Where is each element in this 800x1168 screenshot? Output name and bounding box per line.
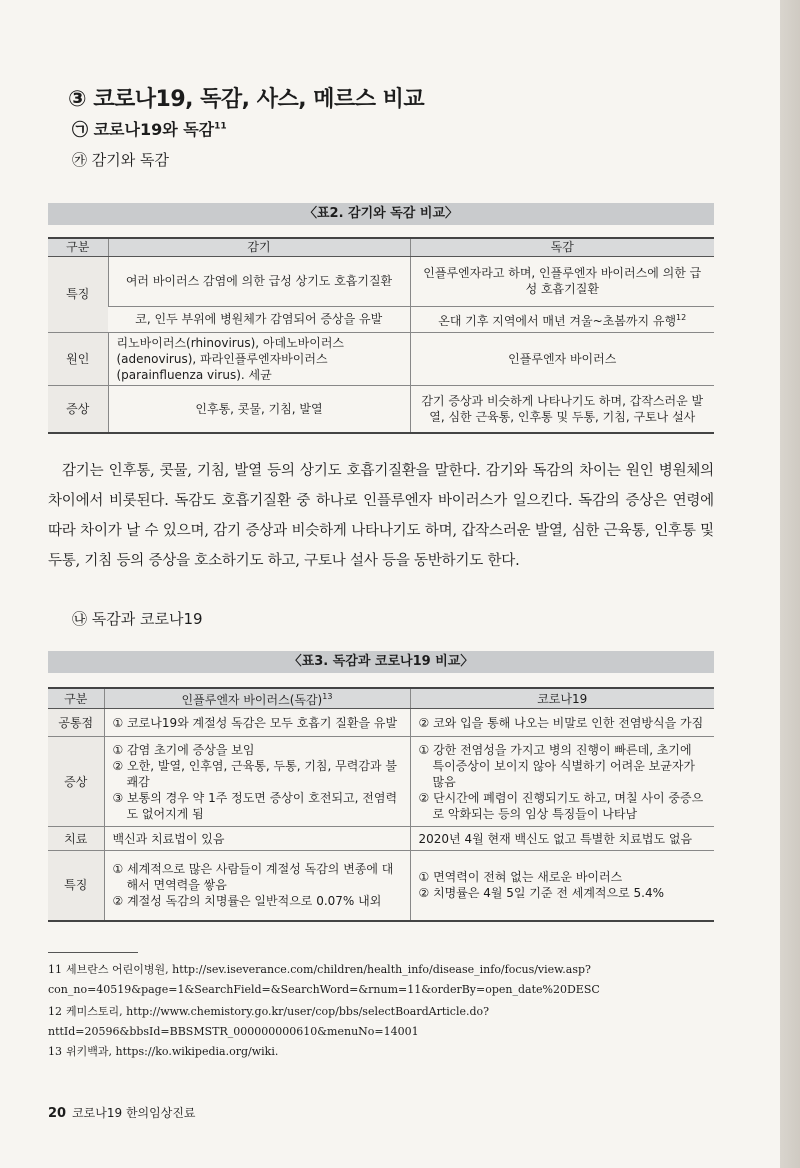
- list-item: ② 계절성 독감의 치명률은 일반적으로 0.07% 내외: [112, 894, 382, 909]
- sub-heading-flu-covid: ㉯ 독감과 코로나19: [72, 610, 203, 628]
- footnote-11: [48, 960, 718, 1000]
- footnote-text[interactable]: 케미스토리, http://www.chemistory.go.kr/user/cop/bbs/selectBoardArticle.do?nttId=20596&bbsId=BBSMSTR_000000000610&menuNo=14001: [48, 1005, 490, 1038]
- row-key: 공통점: [48, 709, 104, 737]
- table-cell: 백신과 치료법이 있음: [104, 827, 410, 851]
- table-row: [48, 827, 714, 851]
- list-item: ② 단시간에 폐렴이 진행되기도 하고, 며칠 사이 중증으로 악화되는 등의 임상 특징들이 나타남: [418, 790, 704, 821]
- table-header-cell: 감기: [108, 238, 410, 256]
- table-row: [48, 851, 714, 921]
- footnote-number: 12: [48, 1005, 62, 1018]
- table-cell: 여러 바이러스 감염에 의한 급성 상기도 호흡기질환: [108, 256, 410, 306]
- footnote-divider: [48, 952, 138, 953]
- table-cell: ① 코로나19와 계절성 독감은 모두 호흡기 질환을 유발: [104, 709, 410, 737]
- book-title: 코로나19 한의임상진료: [72, 1106, 196, 1120]
- table-cell: [104, 737, 410, 827]
- header-text: 인플루엔자 바이러스(독감): [181, 693, 323, 707]
- table-cell: 감기 증상과 비슷하게 나타나기도 하며, 갑작스러운 발열, 심한 근육통, 인후통 및 두통, 기침, 구토나 설사: [410, 385, 714, 433]
- section-title: ③ 코로나19, 독감, 사스, 메르스 비교: [68, 87, 425, 112]
- table2: [48, 237, 714, 434]
- table-cell: ② 코와 입을 통해 나오는 비말로 인한 전염방식을 가짐: [410, 709, 714, 737]
- sub-heading-cold-flu: ㉮ 감기와 독감: [72, 151, 169, 169]
- table-cell: [104, 851, 410, 921]
- list-item: ② 오한, 발열, 인후염, 근육통, 두통, 기침, 무력감과 불쾌감: [112, 758, 397, 789]
- footnote-12: [48, 1002, 718, 1042]
- table-row: [48, 737, 714, 827]
- table-header-row: [48, 238, 714, 256]
- subsection-title-text: ㉠ 코로나19와 독감: [72, 120, 215, 139]
- table-cell: 인플루엔자 바이러스: [410, 332, 714, 385]
- table2-caption: 〈표2. 감기와 독감 비교〉: [48, 203, 714, 225]
- table-cell: 코, 인두 부위에 병원체가 감염되어 증상을 유발: [108, 306, 410, 332]
- table-cell: [410, 737, 714, 827]
- subsection-title: [72, 117, 227, 140]
- table3: [48, 687, 714, 922]
- table-row: [48, 385, 714, 433]
- table-row: [48, 256, 714, 306]
- table3-caption: 〈표3. 독감과 코로나19 비교〉: [48, 651, 714, 673]
- footnote-number: 13: [48, 1045, 62, 1058]
- row-key: 특징: [48, 851, 104, 921]
- table-header-cell: [104, 688, 410, 709]
- row-key: 증상: [48, 385, 108, 433]
- row-key: 원인: [48, 332, 108, 385]
- table-header-cell: 구분: [48, 238, 108, 256]
- footnote-13: [48, 1042, 718, 1062]
- table-cell: [410, 851, 714, 921]
- table-cell: 인후통, 콧물, 기침, 발열: [108, 385, 410, 433]
- table-header-cell: 코로나19: [410, 688, 714, 709]
- page-footer: [48, 1104, 196, 1121]
- list-item: ① 강한 전염성을 가지고 병의 진행이 빠른데, 초기에 특이증상이 보이지 않아 식별하기 어려운 보균자가 많음: [418, 742, 696, 789]
- list-item: ① 감염 초기에 증상을 보임: [112, 742, 255, 757]
- table-row: [48, 306, 714, 332]
- list-item: ① 세계적으로 많은 사람들이 계절성 독감의 변종에 대해서 면역력을 쌓음: [112, 862, 394, 893]
- footnote-text[interactable]: 위키백과, https://ko.wikipedia.org/wiki.: [66, 1045, 279, 1058]
- table-row: [48, 332, 714, 385]
- table-cell: 리노바이러스(rhinovirus), 아데노바이러스(adenovirus), 파라인플루엔자바이러스(parainfluenza virus). 세균: [108, 332, 410, 385]
- cell-text: 온대 기후 지역에서 매년 겨울~초봄까지 유행: [438, 313, 677, 328]
- page-number: 20: [48, 1106, 67, 1121]
- list-item: ③ 보통의 경우 약 1주 정도면 증상이 호전되고, 전염력도 없어지게 됨: [112, 790, 398, 821]
- next-page-edge: [780, 0, 800, 1168]
- table-cell: 2020년 4월 현재 백신도 없고 특별한 치료법도 없음: [410, 827, 714, 851]
- table-row: [48, 709, 714, 737]
- list-item: ② 치명률은 4월 5일 기준 전 세계적으로 5.4%: [418, 886, 665, 901]
- table-cell: [410, 306, 714, 332]
- table-header-row: [48, 688, 714, 709]
- footnote-ref: 11: [214, 121, 227, 132]
- footnote-ref: 13: [322, 692, 333, 701]
- footnote-ref: 12: [676, 312, 687, 322]
- footnote-number: 11: [48, 963, 62, 976]
- body-paragraph: 감기는 인후통, 콧물, 기침, 발열 등의 상기도 호흡기질환을 말한다. 감기와 독감의 차이는 원인 병원체의 차이에서 비롯된다. 독감도 호흡기질환 중 하나로 인플루엔자 바이러스가 일으킨다. 독감의 증상은 연령에 따라 차이가 날 수 있으며, 감기 증상과 비슷하게 나타나기도 하며, 갑작스러운 발열, 심한 근육통, 인후통 및 두통, 기침 등의 증상을 호소하기도 하고, 구토나 설사 등을 동반하기도 한다.: [48, 463, 714, 569]
- row-key: 증상: [48, 737, 104, 827]
- list-item: ① 면역력이 전혀 없는 새로운 바이러스: [418, 870, 623, 885]
- row-key: 특징: [48, 256, 108, 332]
- table-header-cell: 독감: [410, 238, 714, 256]
- table-header-cell: 구분: [48, 688, 104, 709]
- table-cell: 인플루엔자라고 하며, 인플루엔자 바이러스에 의한 급성 호흡기질환: [410, 256, 714, 306]
- row-key: 치료: [48, 827, 104, 851]
- footnote-text[interactable]: 세브란스 어린이병원, http://sev.iseverance.com/children/health_info/disease_info/focus/view.asp?con_no=40519&page=1&SearchField=&SearchWord=&rnum=11&orderBy=open_date%20DESC: [48, 963, 600, 996]
